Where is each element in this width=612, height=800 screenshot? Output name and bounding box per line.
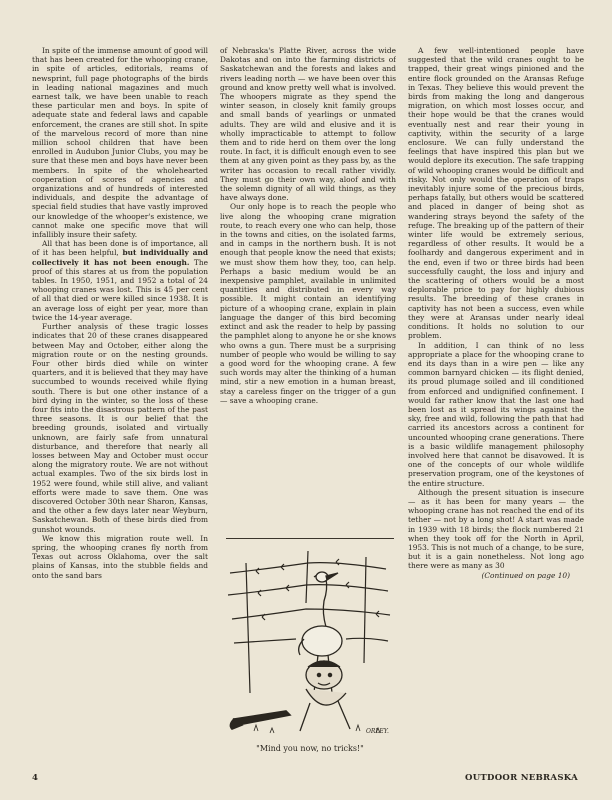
cartoon-illustration xyxy=(226,543,394,741)
article-column-3 xyxy=(408,46,584,758)
continued-note: (Continued on page 10) xyxy=(481,570,570,580)
article-column-1 xyxy=(32,46,208,758)
divider xyxy=(226,538,394,539)
cartoon-caption: "Mind you now, no tricks!" xyxy=(256,744,364,753)
paragraph: Our only hope is to reach the people who live along the whooping crane migration route, to reach every one who can help, those in the towns and cities, on the isolated farms, and in camps in the northern bush. It is not enough that people know the need that exists; we must show them how they, too, can help. Perhaps a basic medium would be an inexpensive pamphlet, available in unlimited quantities and distributed in every way possible. It might contain an identifying picture of a whooping crane, explain in plain language the danger of this bird becoming extinct and ask the reader to help by passing the pamphlet along to anyone he or she knows who owns a gun. There must be a surprising number of people who would be willing to say a good word for the whooping crane. A few such words may alter the thinking of a human mind, stir a new emotion in a human breast, stay a careless finger on the trigger of a gun — save a whooping crane. xyxy=(220,202,396,405)
magazine-name: OUTDOOR NEBRASKA xyxy=(464,773,578,783)
cartoon-signature: ORLEY. xyxy=(366,728,389,735)
page-number: 4 xyxy=(32,773,38,783)
paragraph: Although the present situation is insecure — as it has been for many years — the whooping crane has not reached the end of its tether — not by a long shot! A start was made in 1939 with 18 birds; the flock numbered 21 when they took off for the North in April, 1953. This is not much of a change, to be sure, but it is a gain nonetheless. Not long ago there were as many as 30 xyxy=(408,487,584,571)
article-column-2 xyxy=(220,46,396,536)
paragraph: Further analysis of these tragic losses indicates that 20 of these cranes disappeared between May and October, either along the migration route or on the nesting grounds. Four other birds died while on winter quarters, and it is believed that they may have succumbed to wounds received while flying south. There is but one other instance of a bird dying in the winter, so the loss of these four fits into the disastrous pattern of the past three seasons. It is our belief that the breeding grounds, isolated and virtually unknown, are fairly safe from unnatural disturbance, and therefore that nearly all losses between May and October must occur along the migratory route. We are not without actual examples. Two of the six birds lost in 1952 were found, while still alive, and valiant efforts were made to save them. One was discovered October 30th near Sharon, Kansas, and the other a few days later near Weyburn, Saskatchewan. Both of these birds died from gunshot wounds. xyxy=(32,322,208,534)
paragraph xyxy=(32,239,208,322)
paragraph: of Nebraska's Platte River, across the wide Dakotas and on into the farming districts of Saskatchewan and the forests and lakes and rivers leading north — we have been over this ground and know pretty well what is involved. The whoopers migrate as they spend the winter season, in closely knit family groups and small bands of yearlings or unmated adults. They are wild and elusive and it is wholly impracticable to attempt to follow them and to ride herd on them over the long route. In fact, it is difficult enough even to see them at any given point as they pass by, as the writer has occasion to recall rather vividly. They must go their own way, aloof and with the solemn dignity of all wild things, as they have always done. xyxy=(220,46,396,203)
paragraph-text: All that has been done is of importance, all of it has been helpful, xyxy=(32,239,208,258)
paragraph: We know this migration route well. In spring, the whooping cranes fly north from Texas out across Oklahoma, over the salt plains of Kansas, into the stubble fields and onto the sand bars xyxy=(32,533,208,580)
emphasis-text: but individually and collectively it has not been enough. xyxy=(32,248,208,267)
paragraph: In spite of the immense amount of good will that has been created for the whooping crane, in spite of articles, editorials, reams of newsprint, full page photographs of the birds in leading national magazines and much earnest talk, we have been unable to reach these particular men and boys. In spite of adequate state and federal laws and capable enforcement, the cranes are still shot. In spite of the marvelous record of more than nine million school children that have been enrolled in Audubon Junior Clubs, you may be sure that these men and boys have never been members. In spite of the wholehearted cooperation of scores of agencies and organizations and of hundreds of interested individuals, and despite the advantage of special field studies that have vastly improved our knowledge of the whooper's existence, we cannot make one specific move that will infallibly insure their safety. xyxy=(32,46,208,240)
paragraph: In addition, I can think of no less appropriate a place for the whooping crane to end its days than in a wire pen — like any common barnyard chicken — its flight denied, its proud plumage soiled and ill conditioned from enforced and undignified confinement. I would far rather know that the last one had been lost as it spread its wings against the sky, free and wild, following the path that had carried its ancestors across a continent for uncounted whooping crane generations. There is a basic wildlife management philosophy involved here that cannot be disavowed. It is one of the concepts of our whole wildlife preservation program, one of the keystones of the entire structure. xyxy=(408,340,584,488)
paragraph: A few well-intentioned people have suggested that the wild cranes ought to be trapped, their great wings pinioned and the entire flock grounded on the Aransas Refuge in Texas. They believe this would prevent the birds from making the long and dangerous migration, on which most losses occur, and their hope would be that the cranes would eventually nest and rear their young in captivity, within the security of a large enclosure. We can fully understand the feelings that have inspired this plan but we would deplore its execution. The safe trapping of wild whooping cranes would be difficult and risky. Not only would the operation of traps inevitably injure some of the precious birds, perhaps fatally, but others would be scattered and placed in danger of being shot as wandering strays beyond the safety of the refuge. The breaking up of the pattern of their winter life would be extremely serious, regardless of other results. It would be a foolhardy and dangerous experiment and in the end, even if two or three birds had been successfully caught, the loss and injury and the scattering of others would be a most deplorable price to pay for highly dubious results. The breeding of these cranes in captivity has not been a success, even while they were at Aransas under nearly ideal conditions. It holds no solution to our problem. xyxy=(408,46,584,341)
paragraph-text: The proof of this stares at us from the population tables. In 1950, 1951, and 1952 a total of 24 whooping cranes was lost. This is 45 per cent of all that died or were killed since 1938. It is an average loss of eight per year, more than twice the 14-year average. xyxy=(32,257,208,322)
